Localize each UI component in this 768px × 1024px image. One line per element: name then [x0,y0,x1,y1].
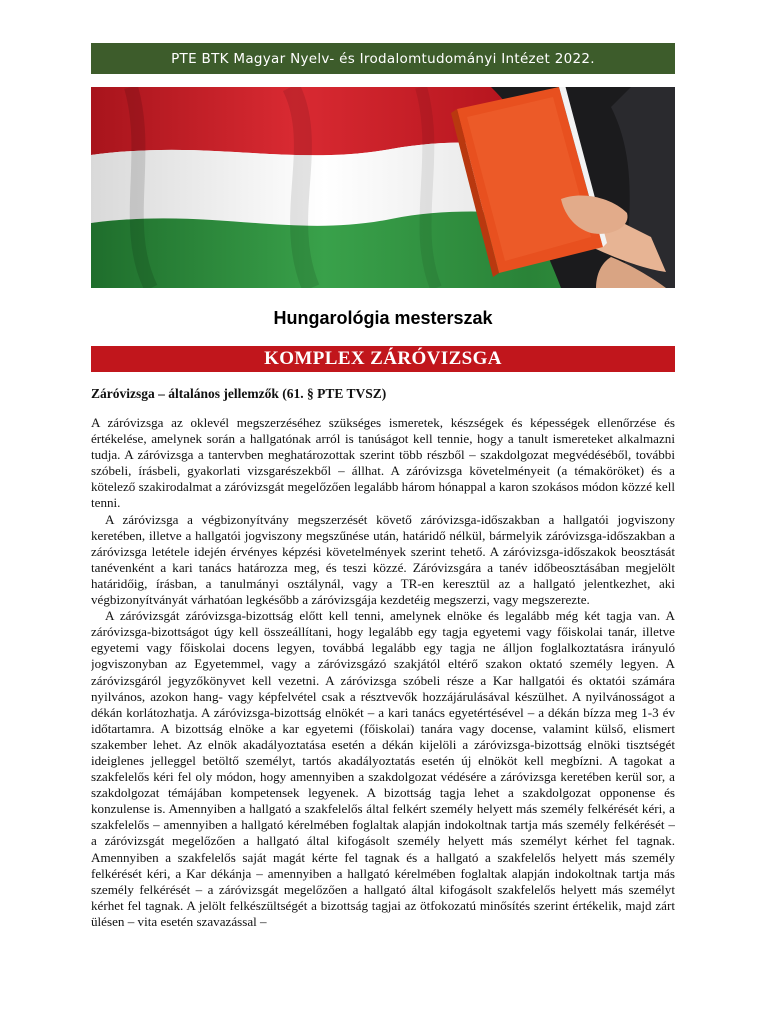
hungarian-flag-illustration [91,87,675,288]
hero-image [91,87,675,288]
paragraph-2: A záróvizsga a végbizonyítvány megszerzését követő záróvizsga-időszakban a hallgatói jogviszony keretében, illetve a hallgatói jogviszony megszűnése után, határidő nélkül, bármelyik záróvizsga-időszakban a záróvizsga letétele idején érvényes képzési követelmények szerint tehető. A záróvizsga-időszakok beosztását tanévenként a kari tanács határozza meg, és teszi közzé. Záróvizsgára a tanév időbeosztásában megjelölt határidőig, írásban, a tanulmányi osztálynál, vagy a TR-en keresztül az a hallgató jelentkezhet, aki végbizonyítványát várhatóan legkésőbb a záróvizsgája kezdetéig megszerzi, vagy megszerezte. [91,511,675,608]
header-banner [91,43,675,74]
body-text [91,415,675,1015]
paragraph-3: A záróvizsgát záróvizsga-bizottság előtt kell tenni, amelynek elnöke és legalább még két tagja van. A záróvizsga-bizottságot úgy kell összeállítani, hogy legalább egy tagja egyetemi vagy főiskolai tanár, illetve egyetemi vagy főiskolai docens legyen, továbbá legalább egy tagja ne álljon foglalkoztatásra irányuló jogviszonyban az Egyetemmel, vagy a záróvizsgázó szakjától eltérő szakon oktató személy legyen. A záróvizsgáról jegyzőkönyvet kell vezetni. A záróvizsga szóbeli része a Kar hallgatói és oktatói számára nyilvános, azokon hang- vagy képfelvétel csak a résztvevők hozzájárulásával készülhet. A nyilvánosságot a dékán korlátozhatja. A záróvizsga-bizottság elnökét – a kari tanács egyetértésével – a dékán bízza meg 1-3 év időtartamra. A bizottság elnöke a kar egyetemi (főiskolai) tanára vagy docense, valamint külső, elismert szakember lehet. Az elnök akadályoztatása esetén a dékán kijelöli a záróvizsga-bizottság elnöki tisztségét ideiglenes jelleggel betöltő személyt, tartós akadályoztatás esetén új elnököt kell megbízni. A tagokat a szakfelelős kéri fel oly módon, hogy amennyiben a szakdolgozat védésére a záróvizsga keretében kerül sor, a szakdolgozat témájában kompetensek legyenek. A bizottság tagja lehet a szakdolgozat opponense és konzulense is. Amennyiben a hallgató a szakfelelős által felkért személy helyett más személy felkérését kéri, a szakfelelős – amennyiben a hallgató kérelmében foglaltak alapján indokoltnak tartja más személy felkérését – a záróvizsgát megelőzően a hallgató által kifogásolt személy helyett más személyt kérhet fel tagnak. Amennyiben a szakfelelős saját magát kérte fel tagnak és a hallgató a szakfelelős helyett más személy felkérését kéri, a Kar dékánja – amennyiben a hallgató kérelmében foglaltak alapján indokoltnak tartja más személy felkérését – a záróvizsgát megelőzően a hallgató által kifogásolt szakfelelős helyett más személyt kérhet fel tagnak. A jelölt felkészültségét a bizottság tagjai az ötfokozatú minősítés szerint értékelik, majd zárt ülésen – vita esetén szavazással – [91,608,675,929]
exam-title-bar [91,346,675,372]
header-banner-text: PTE BTK Magyar Nyelv- és Irodalomtudományi Intézet 2022. [171,50,595,67]
section-heading: Záróvizsga – általános jellemzők (61. § PTE TVSZ) [91,386,387,401]
paragraph-1: A záróvizsga az oklevél megszerzéséhez szükséges ismeretek, készségek és képességek ellenőrzése és értékelése, amelynek során a hallgatónak arról is tanúságot kell tennie, hogy a tanult ismereteket alkalmazni tudja. A záróvizsga a tantervben meghatározottak szerint több részből – szakdolgozat megvédéséből, további szóbeli, írásbeli, gyakorlati vizsgarészekből – állhat. A záróvizsga követelményeit (a témaköröket) és a kötelező szakirodalmat a záróvizsgát megelőzően legalább három hónappal a karon szokásos módon közzé kell tenni. [91,415,675,511]
exam-title: KOMPLEX ZÁRÓVIZSGA [264,348,502,369]
program-title: Hungarológia mesterszak [273,308,493,328]
